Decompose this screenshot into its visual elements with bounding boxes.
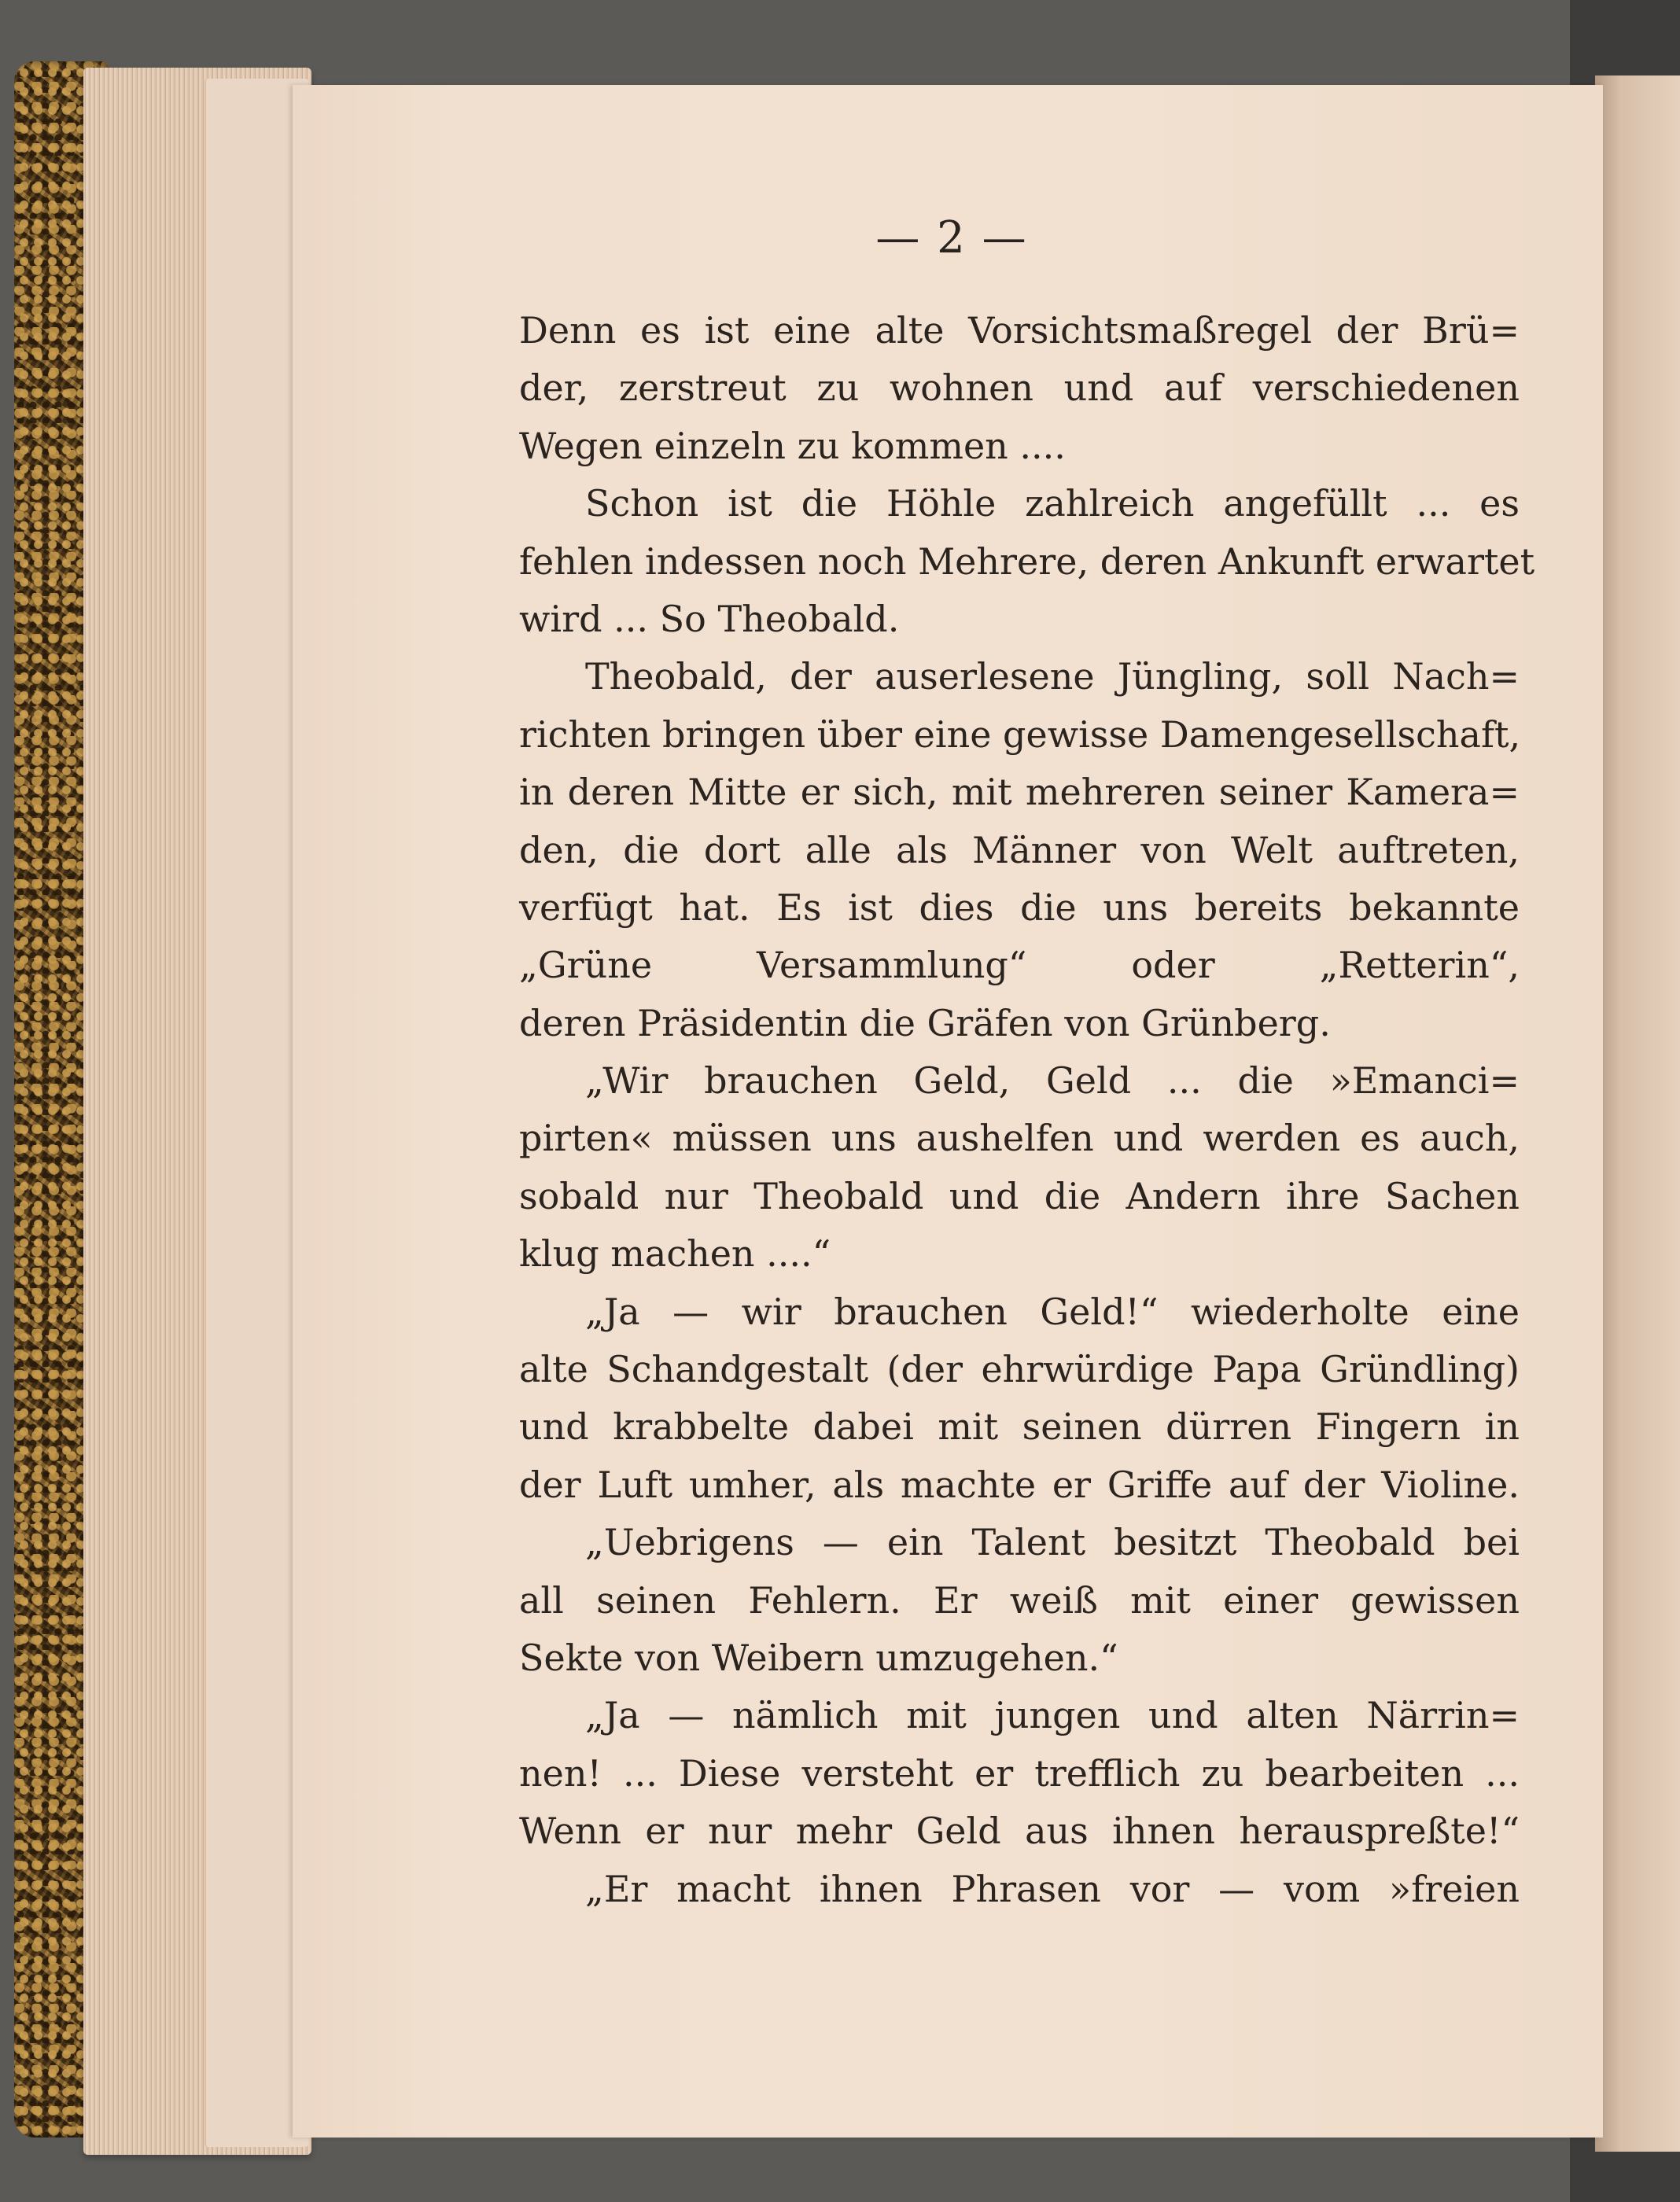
text-line: „Ja — nämlich mit jungen und alten Närrin= xyxy=(585,1694,1520,1737)
text-line: Schon ist die Höhle zahlreich angefüllt ... es xyxy=(585,482,1520,525)
text-line: „Wir brauchen Geld, Geld ... die »Emanci= xyxy=(585,1059,1520,1103)
text-line: klug machen ....“ xyxy=(519,1232,831,1276)
text-line: Wenn er nur mehr Geld aus ihnen herauspreßte!“ xyxy=(519,1810,1520,1853)
next-leaf xyxy=(1595,75,1680,2152)
text-line: „Uebrigens — ein Talent besitzt Theobald bei xyxy=(585,1521,1520,1564)
text-line: Sekte von Weibern umzugehen.“ xyxy=(519,1636,1118,1679)
text-line: Theobald, der auserlesene Jüngling, soll Nach= xyxy=(585,655,1520,698)
text-line: pirten« müssen uns aushelfen und werden es auch, xyxy=(519,1117,1520,1160)
text-line: in deren Mitte er sich, mit mehreren seiner Kamera= xyxy=(519,771,1520,814)
page-text xyxy=(519,302,1535,1918)
text-line: verfügt hat. Es ist dies die uns bereits bekannte xyxy=(519,886,1520,929)
text-line: den, die dort alle als Männer von Welt auftreten, xyxy=(519,828,1520,871)
page-number: — 2 — xyxy=(875,212,1028,263)
text-line: „Grüne Versammlung“ oder „Retterin“, xyxy=(519,944,1520,987)
text-line: „Er macht ihnen Phrasen vor — vom »freien xyxy=(585,1867,1520,1910)
text-line: fehlen indessen noch Mehrere, deren Ankunft erwartet xyxy=(519,539,1535,583)
text-line: Denn es ist eine alte Vorsichtsmaßregel der Brü= xyxy=(519,309,1520,352)
text-line: alte Schandgestalt (der ehrwürdige Papa Gründling) xyxy=(519,1348,1520,1391)
text-line: deren Präsidentin die Gräfen von Grünberg. xyxy=(519,1001,1331,1044)
text-line: nen! ... Diese versteht er trefflich zu bearbeiten ... xyxy=(519,1751,1520,1795)
text-line: und krabbelte dabei mit seinen dürren Fingern in xyxy=(519,1405,1520,1449)
text-line: sobald nur Theobald und die Andern ihre Sachen xyxy=(519,1174,1520,1217)
text-line: richten bringen über eine gewisse Damengesellschaft, xyxy=(519,713,1521,756)
text-line: all seinen Fehlern. Er weiß mit einer gewissen xyxy=(519,1578,1520,1622)
text-line: der, zerstreut zu wohnen und auf verschiedenen xyxy=(519,366,1520,410)
text-line: der Luft umher, als machte er Griffe auf der Violine. xyxy=(519,1463,1520,1506)
text-line: Wegen einzeln zu kommen .... xyxy=(519,424,1066,467)
text-line: „Ja — wir brauchen Geld!“ wiederholte eine xyxy=(585,1290,1520,1333)
text-line: wird ... So Theobald. xyxy=(519,597,900,640)
